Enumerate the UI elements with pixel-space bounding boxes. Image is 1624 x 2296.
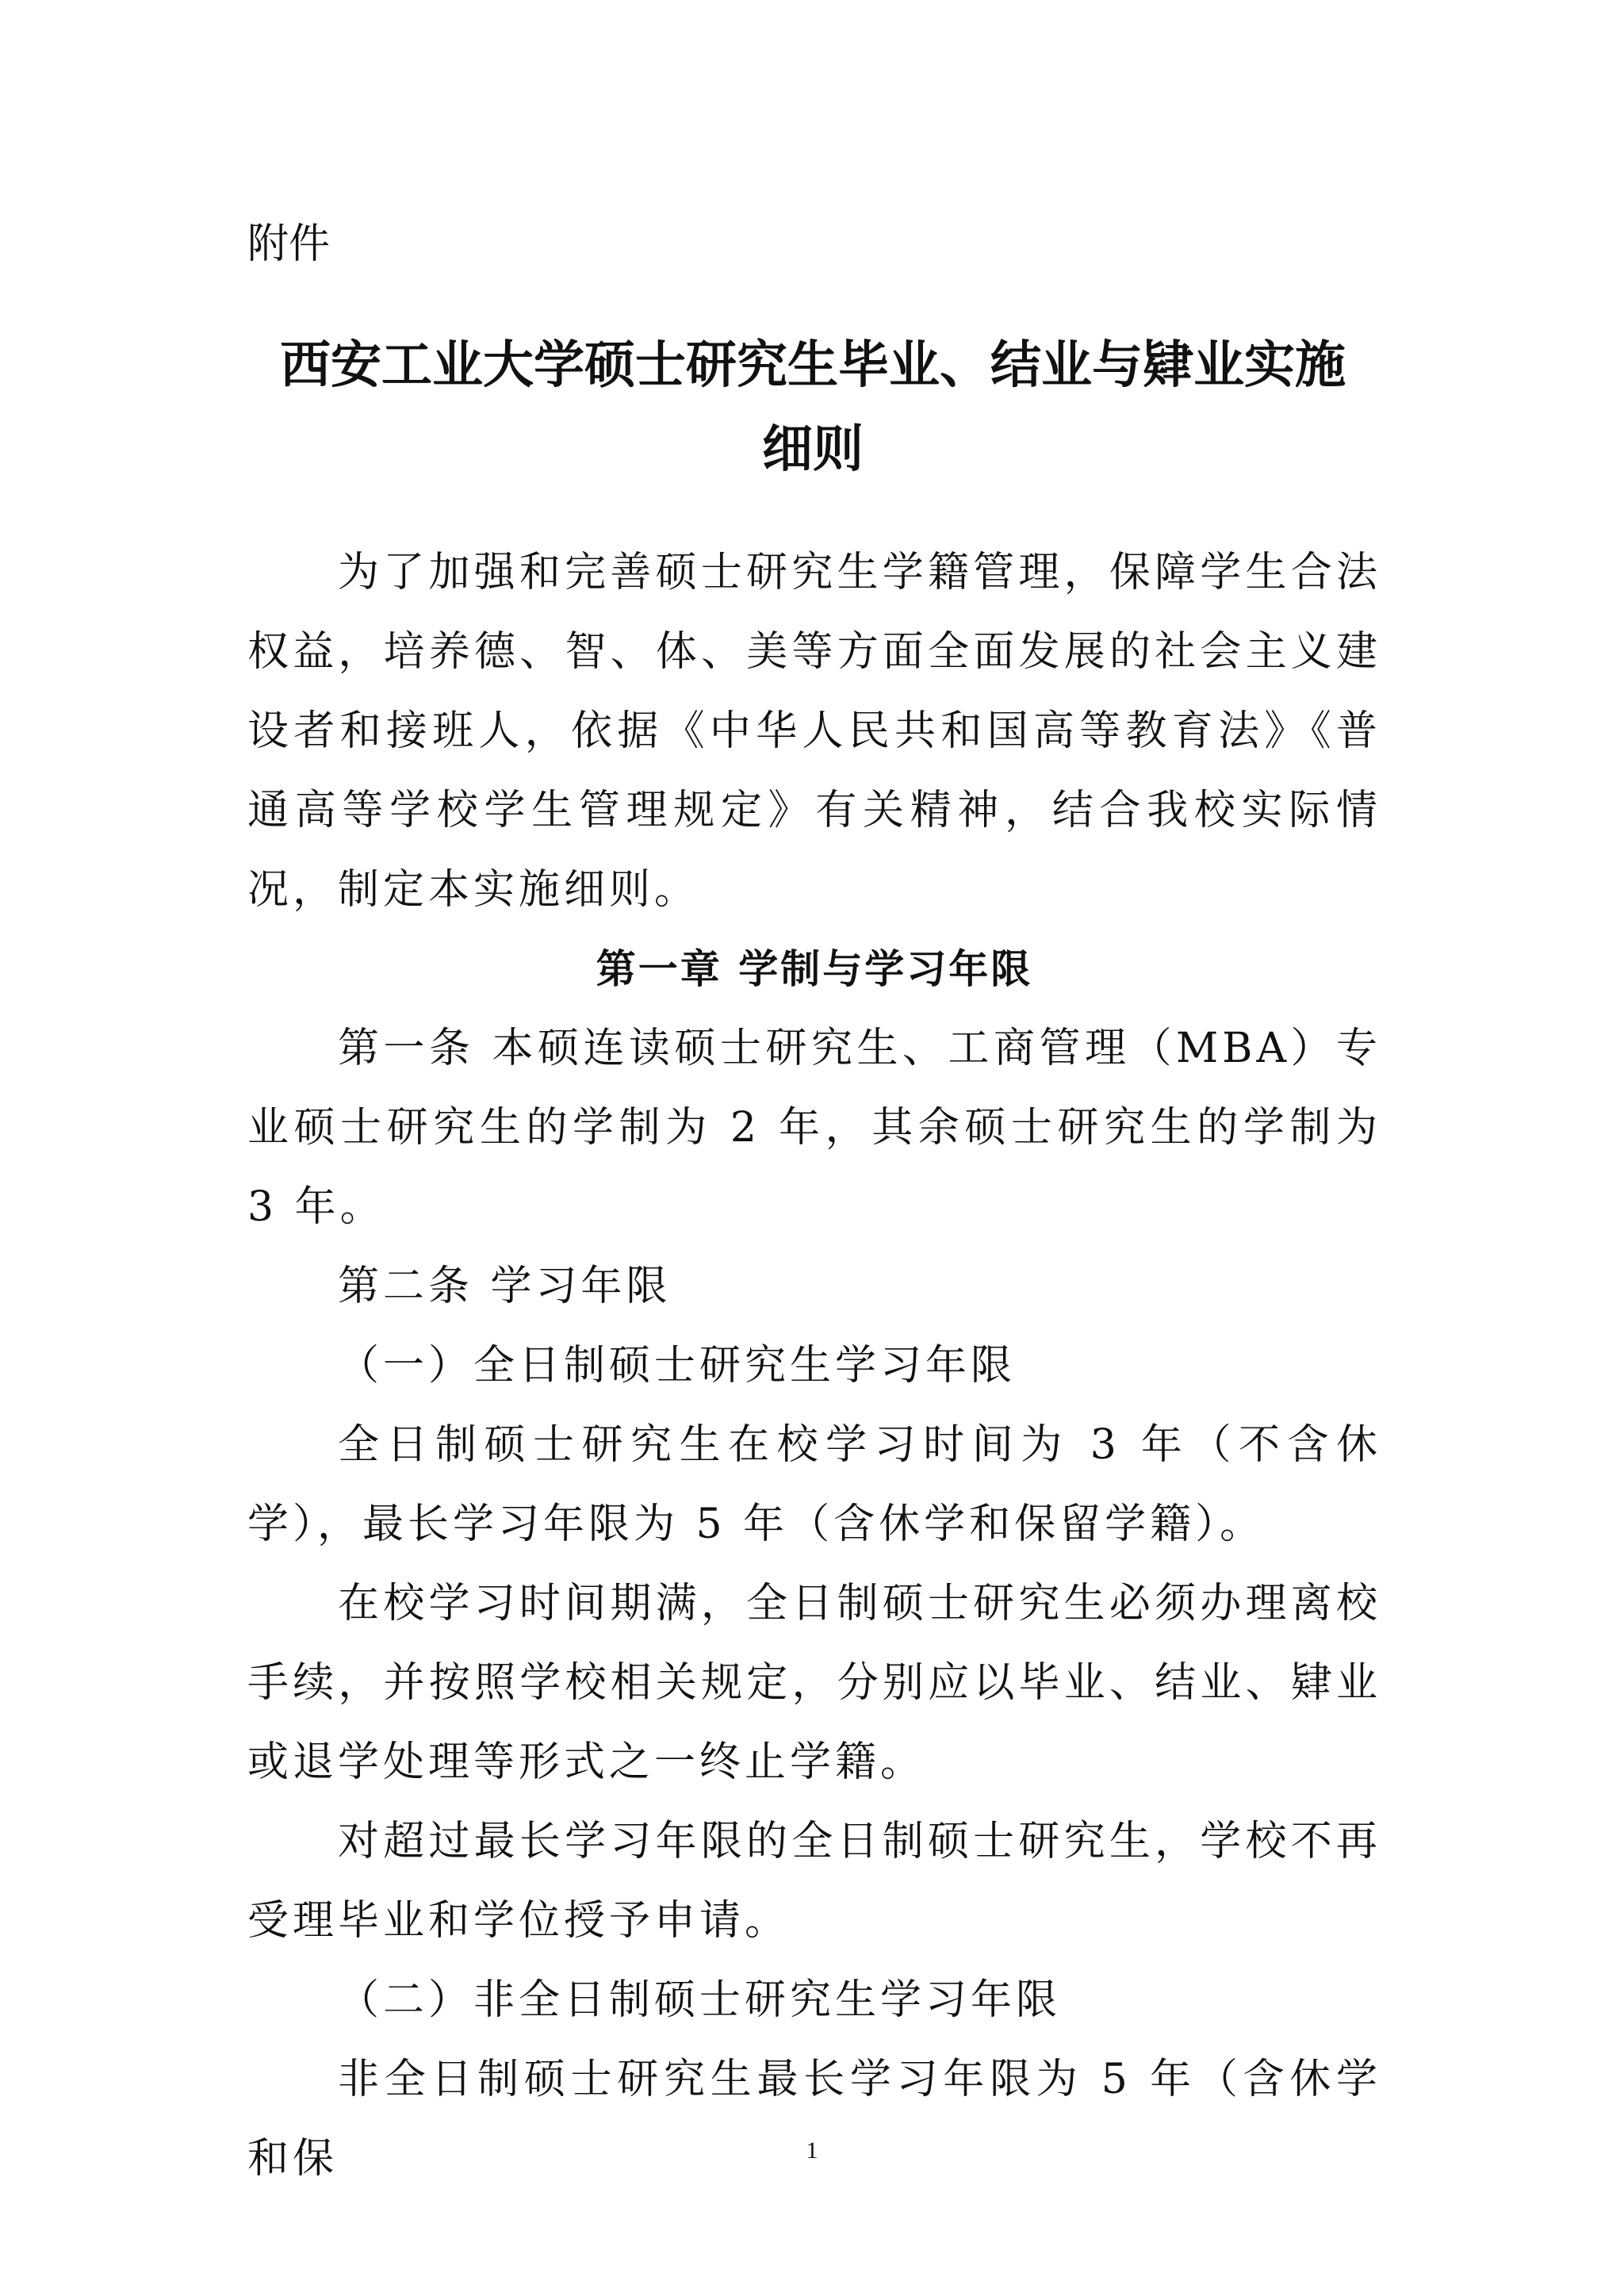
attachment-label: 附件: [247, 220, 331, 268]
article-1: 第一条 本硕连读硕士研究生、工商管理（MBA）专业硕士研究生的学制为 2 年，其余硕士研究生的学制为 3 年。: [247, 1025, 1381, 1231]
section-1-paragraph-3: 对超过最长学习年限的全日制硕士研究生，学校不再受理毕业和学位授予申请。: [247, 1818, 1381, 1945]
document-title-line-1: 西安工业大学硕士研究生毕业、结业与肄业实施: [280, 336, 1346, 395]
section-2-heading: （二）非全日制硕士研究生学习年限: [338, 1976, 1062, 2024]
section-1-paragraph-2: 在校学习时间期满，全日制硕士研究生必须办理离校手续，并按照学校相关规定，分别应以毕业、结业、肄业或退学处理等形式之一终止学籍。: [247, 1580, 1381, 1786]
chapter-1-heading: 第一章 学制与学习年限: [596, 946, 1033, 992]
section-2-paragraph-1: 非全日制硕士研究生最长学习年限为 5 年（含休学和保: [247, 2056, 1381, 2183]
document-title: [238, 324, 1388, 492]
section-1-heading: （一）全日制硕士研究生学习年限: [338, 1342, 1017, 1389]
intro-paragraph: 为了加强和完善硕士研究生学籍管理，保障学生合法权益，培养德、智、体、美等方面全面发展的社会主义建设者和接班人，依据《中华人民共和国高等教育法》《普通高等学校学生管理规定》有关精神，结合我校实际情况，制定本实施细则。: [247, 549, 1381, 914]
section-1-paragraph-1: 全日制硕士研究生在校学习时间为 3 年（不含休学），最长学习年限为 5 年（含休学和保留学籍）。: [247, 1421, 1381, 1548]
document-body: [247, 533, 1381, 2198]
document-title-line-2: 细则: [762, 420, 864, 479]
article-2-heading: 第二条 学习年限: [338, 1263, 672, 1310]
page-number: 1: [806, 2137, 818, 2164]
